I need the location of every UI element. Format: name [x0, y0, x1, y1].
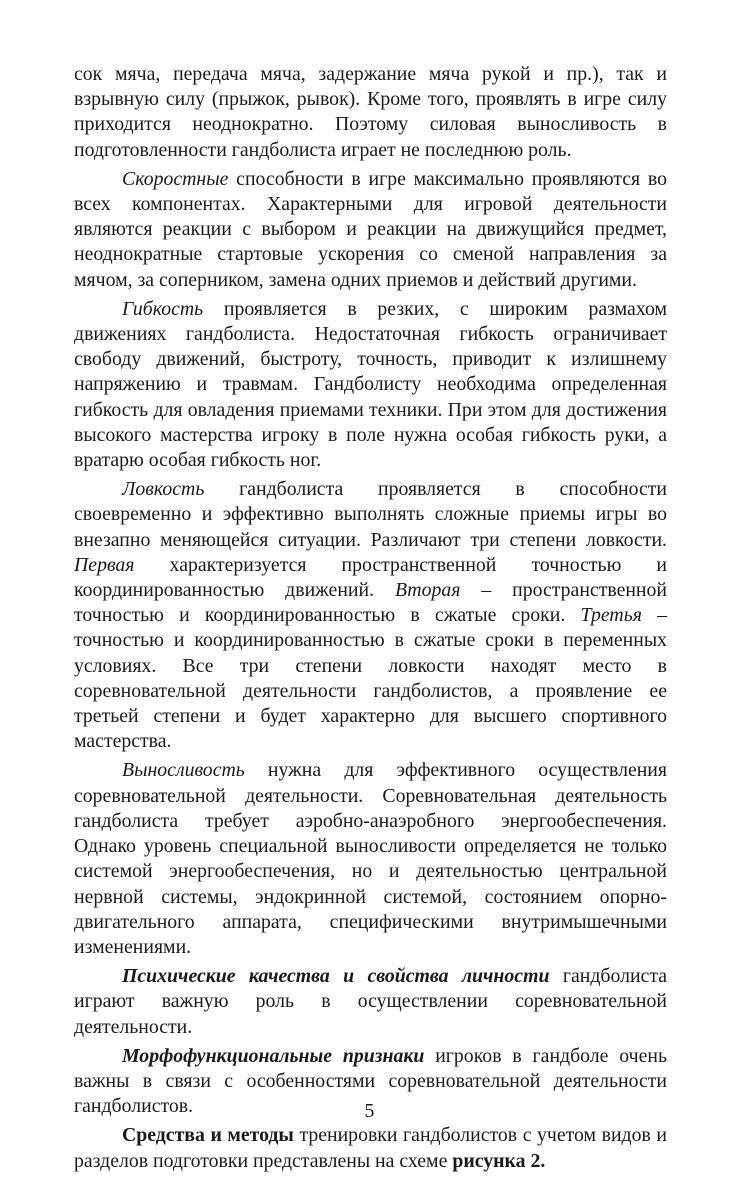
term-first-degree: Первая — [74, 553, 135, 576]
term-second-degree: Вторая — [394, 579, 461, 602]
paragraph-text: – пространственной точностью и координированностью в сжатые сроки. — [74, 579, 667, 627]
paragraph-text: способности в игре максимально проявляются во всех компонентах. Характерными для игровой деятельности являются реакции с выбором и реакции на движущийся предмет, неоднократные стартовые ускорения со сменой направления за мячом, за соперником, замена одних приемов и действий другими. — [74, 167, 667, 291]
paragraph-mental-qualities — [74, 964, 667, 1040]
term-endurance: Выносливость — [122, 759, 245, 782]
paragraph-agility — [74, 477, 667, 754]
paragraph-text: игроков в гандболе очень важны в связи с особенностями соревновательной деятельности гандболистов. — [74, 1044, 667, 1118]
paragraph-text: – точностью и координированностью в сжатые сроки в переменных условиях. Все три степени ловкости находят место в соревновательной деятельности гандболистов, а проявление ее третьей степени и будет характерно для высшего спортивного мастерства. — [74, 604, 667, 753]
paragraph-text: нужна для эффективного осуществления соревновательной деятельности. Соревновательная деятельность гандболиста требует аэробно-анаэробного энергообеспечения. Однако уровень специальной выносливости определяется не только системой энергообеспечения, но и деятельностью центральной нервной системы, эндокринной системой, состоянием опорно-двигательного аппарата, специфическими внутримышечными изменениями. — [74, 759, 667, 958]
term-agility: Ловкость — [122, 478, 205, 501]
paragraph-text: проявляется в резких, с широким размахом движениях гандболиста. Недостаточная гибкость ограничивает свободу движений, быстроту, точность, приводит к излишнему напряжению и травмам. Гандболисту необходима определенная гибкость для овладения приемами техники. При этом для достижения высокого мастерства игроку в поле нужна особая гибкость руки, а вратарю особая гибкость ног. — [74, 297, 667, 472]
paragraph-strength-endurance — [74, 62, 667, 163]
page-number: 5 — [364, 1100, 375, 1122]
paragraph-flexibility — [74, 297, 667, 473]
term-mental-qualities: Психические качества и свойства личности — [122, 965, 550, 988]
paragraph-means-methods — [74, 1123, 667, 1173]
term-means-methods: Средства и методы — [122, 1124, 294, 1147]
paragraph-text: гандболиста играют важную роль в осуществлении соревновательной деятельности. — [74, 965, 667, 1038]
paragraph-text: сок мяча, передача мяча, задержание мяча рукой и пр.), так и взрывную силу (прыжок, рывок). Кроме того, проявлять в игре силу приходится неоднократно. Поэтому силовая выносливость в подготовленности гандболиста играет не последнюю роль. — [74, 63, 667, 161]
page-body — [74, 62, 667, 1178]
paragraph-text: характеризуется пространственной точностью и координированностью движений. — [74, 553, 667, 602]
paragraph-text: гандболиста проявляется в способности своевременно и эффективно выполнять сложные приемы игры во внезапно меняющейся ситуации. Различают три степени ловкости. — [74, 478, 667, 551]
paragraph-text: тренировки гандболистов с учетом видов и разделов подготовки представлены на схеме — [74, 1124, 668, 1172]
figure-reference: рисунка 2. — [452, 1149, 546, 1172]
term-speed: Скоростные — [122, 167, 229, 190]
term-third-degree: Третья — [580, 604, 642, 627]
paragraph-endurance — [74, 758, 667, 960]
term-morphofunctional: Морфофункциональные признаки — [122, 1044, 425, 1067]
term-flexibility: Гибкость — [122, 297, 204, 320]
paragraph-speed — [74, 167, 667, 293]
